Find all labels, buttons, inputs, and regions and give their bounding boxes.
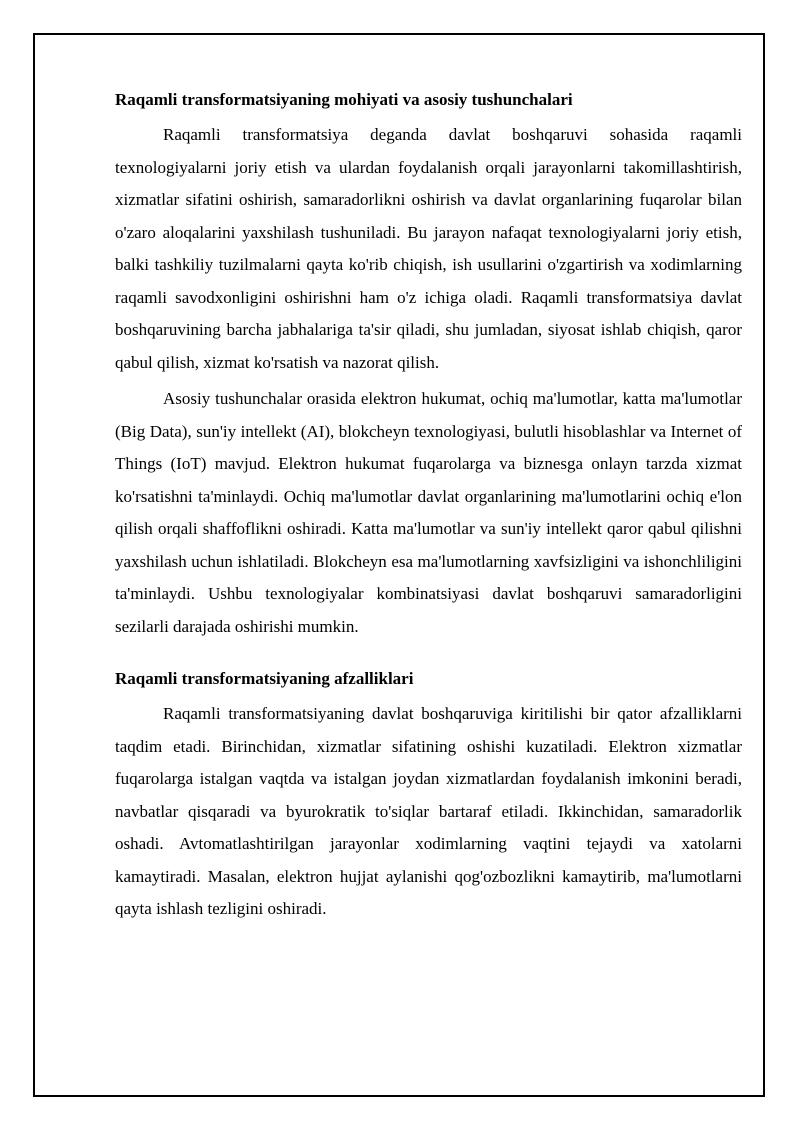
document-body — [115, 86, 742, 926]
paragraph-key-concepts: Asosiy tushunchalar orasida elektron hukumat, ochiq ma'lumotlar, katta ma'lumotlar (Big Data), sun'iy intellekt (AI), blokcheyn texnologiyasi, bulutli hisoblashlar va Internet of Things (IoT) mavjud. Elektron hukumat fuqarolarga va biznesga onlayn tarzda xizmat ko'rsatishni ta'minlaydi. Ochiq ma'lumotlar davlat organlarining ma'lumotlarini ochiq e'lon qilish orqali shaffoflikni oshiradi. Katta ma'lumotlar va sun'iy intellekt qaror qabul qilishni yaxshilash uchun ishlatiladi. Blokcheyn esa ma'lumotlarning xavfsizligini va ishonchliligini ta'minlaydi. Ushbu texnologiyalar kombinatsiyasi davlat boshqaruvi samaradorligini sezilarli darajada oshirishi mumkin. — [115, 389, 742, 636]
section-heading-essence: Raqamli transformatsiyaning mohiyati va asosiy tushunchalari — [115, 90, 573, 109]
paragraph-definition: Raqamli transformatsiya deganda davlat boshqaruvi sohasida raqamli texnologiyalarni joriy etish va ulardan foydalanish orqali jarayonlarni takomillashtirish, xizmatlar sifatini oshirish, samaradorlikni oshirish va davlat organlarining fuqarolar bilan o'zaro aloqalarini yaxshilash tushuniladi. Bu jarayon nafaqat texnologiyalarni joriy etish, balki tashkiliy tuzilmalarni qayta ko'rib chiqish, ish usullarini o'zgartirish va xodimlarning raqamli savodxonligini oshirishni ham o'z ichiga oladi. Raqamli transformatsiya davlat boshqaruvining barcha jabhalariga ta'sir qiladi, shu jumladan, siyosat ishlab chiqish, qaror qabul qilish, xizmat ko'rsatish va nazorat qilish. — [115, 125, 742, 372]
section-heading-advantages: Raqamli transformatsiyaning afzalliklari — [115, 669, 414, 688]
paragraph-advantages: Raqamli transformatsiyaning davlat boshqaruviga kiritilishi bir qator afzalliklarni taqdim etadi. Birinchidan, xizmatlar sifatining oshishi kuzatiladi. Elektron xizmatlar fuqarolarga istalgan vaqtda va istalgan joydan xizmatlardan foydalanish imkonini beradi, navbatlar qisqaradi va byurokratik to'siqlar bartaraf etiladi. Ikkinchidan, samaradorlik oshadi. Avtomatlashtirilgan jarayonlar xodimlarning vaqtini tejaydi va xatolarni kamaytiradi. Masalan, elektron hujjat aylanishi qog'ozbozlikni kamaytirib, ma'lumotlarni qayta ishlash tezligini oshiradi. — [115, 704, 742, 918]
